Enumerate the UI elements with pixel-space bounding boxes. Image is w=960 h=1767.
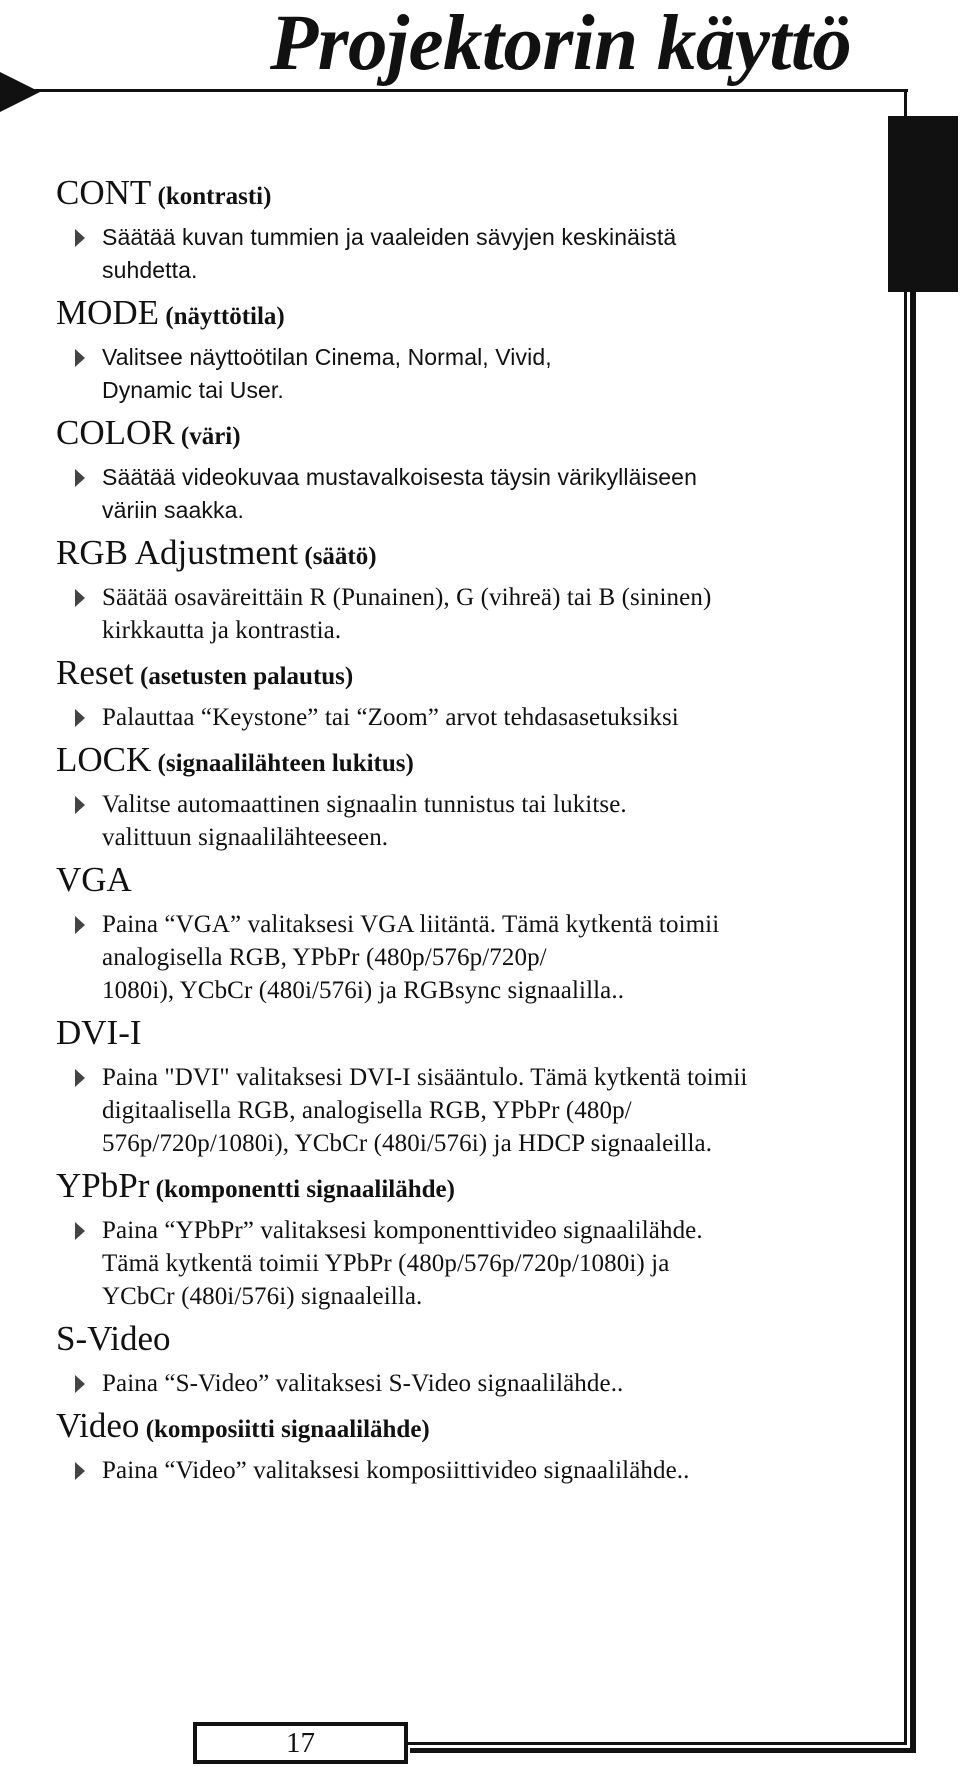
section-heading	[56, 295, 898, 330]
section-rgb-adjustment	[56, 535, 898, 647]
arrow-marker-icon	[0, 72, 40, 112]
section-title: VGA	[56, 860, 132, 899]
section-mode	[56, 295, 898, 407]
bullet-triangle-icon	[75, 1069, 85, 1087]
section-heading	[56, 1321, 898, 1356]
page-title: Projektorin käyttö	[270, 0, 852, 87]
section-heading	[56, 742, 898, 777]
header-rule	[30, 89, 908, 92]
section-subtitle: (näyttötila)	[159, 303, 285, 330]
section-heading	[56, 862, 898, 897]
section-subtitle: (säätö)	[298, 543, 377, 570]
chapter-thumb-tab	[888, 116, 958, 292]
item-text: Valitsee näyttoötilan Cinema, Normal, Vivid, Dynamic tai User.	[102, 344, 552, 403]
section-title: DVI-I	[56, 1013, 142, 1052]
section-heading	[56, 415, 898, 450]
section-subtitle: (komposiitti signaalilähde)	[139, 1416, 430, 1443]
section-title: YPbPr	[56, 1166, 150, 1205]
bullet-triangle-icon	[75, 349, 85, 367]
item-text: Valitse automaattinen signaalin tunnistus tai lukitse. valittuun signaalilähteeseen.	[102, 791, 627, 851]
bullet-triangle-icon	[75, 916, 85, 934]
frame-right-border	[904, 89, 907, 1745]
section-dvi-i	[56, 1015, 898, 1160]
list-item	[56, 1367, 898, 1400]
section-title: MODE	[56, 293, 160, 332]
section-color	[56, 415, 898, 527]
frame-bottom-shadow	[410, 1748, 916, 1753]
list-item	[56, 1061, 898, 1160]
section-subtitle: (asetusten palautus)	[133, 663, 354, 690]
list-item	[56, 581, 898, 647]
section-subtitle: (kontrasti)	[151, 183, 272, 210]
bullet-triangle-icon	[75, 1222, 85, 1240]
section-s-video	[56, 1321, 898, 1400]
list-item	[56, 908, 898, 1007]
item-text: Säätää videokuvaa mustavalkoisesta täysin värikylläiseen väriin saakka.	[102, 464, 697, 523]
bullet-triangle-icon	[75, 589, 85, 607]
item-text: Paina “S-Video” valitaksesi S-Video signaalilähde..	[102, 1370, 624, 1397]
section-heading	[56, 175, 898, 210]
list-item	[56, 221, 898, 287]
section-title: RGB Adjustment	[56, 533, 299, 572]
section-title: Video	[56, 1406, 140, 1445]
page-number-box	[193, 1722, 408, 1764]
frame-bottom-border	[404, 1742, 907, 1745]
bullet-triangle-icon	[75, 1462, 85, 1480]
bullet-triangle-icon	[75, 709, 85, 727]
section-cont	[56, 175, 898, 287]
section-heading	[56, 655, 898, 690]
section-title: CONT	[56, 173, 152, 212]
list-item	[56, 1454, 898, 1487]
section-title: S-Video	[56, 1319, 171, 1358]
section-reset	[56, 655, 898, 734]
item-text: Paina “Video” valitaksesi komposiittivideo signaalilähde..	[102, 1457, 690, 1484]
bullet-triangle-icon	[75, 229, 85, 247]
section-lock	[56, 742, 898, 854]
frame-right-shadow	[910, 116, 916, 1748]
bullet-triangle-icon	[75, 796, 85, 814]
item-text: Paina “VGA” valitaksesi VGA liitäntä. Tämä kytkentä toimii analogisella RGB, YPbPr (480p/576p/720p/ 1080i), YCbCr (480i/576i) ja RGBsync signaalilla..	[102, 911, 720, 1004]
bullet-triangle-icon	[75, 469, 85, 487]
section-heading	[56, 535, 898, 570]
item-text: Säätää osaväreittäin R (Punainen), G (vihreä) tai B (sininen) kirkkautta ja kontrastia.	[102, 584, 712, 644]
section-heading	[56, 1168, 898, 1203]
page-number: 17	[197, 1726, 404, 1760]
document-body	[56, 175, 898, 1495]
section-title: LOCK	[56, 740, 152, 779]
section-title: Reset	[56, 653, 134, 692]
list-item	[56, 1214, 898, 1313]
section-ypbpr	[56, 1168, 898, 1313]
list-item	[56, 788, 898, 854]
section-title: COLOR	[56, 413, 175, 452]
bullet-triangle-icon	[75, 1375, 85, 1393]
list-item	[56, 701, 898, 734]
section-subtitle: (komponentti signaalilähde)	[149, 1176, 455, 1203]
item-text: Säätää kuvan tummien ja vaaleiden sävyjen keskinäistä suhdetta.	[102, 224, 677, 283]
section-subtitle: (väri)	[174, 423, 241, 450]
section-vga	[56, 862, 898, 1007]
section-subtitle: (signaalilähteen lukitus)	[151, 750, 414, 777]
list-item	[56, 341, 898, 407]
item-text: Paina "DVI" valitaksesi DVI-I sisääntulo. Tämä kytkentä toimii digitaalisella RGB, analogisella RGB, YPbPr (480p/ 576p/720p/1080i), YCbCr (480i/576i) ja HDCP signaaleilla.	[102, 1064, 748, 1157]
section-video	[56, 1408, 898, 1487]
item-text: Palauttaa “Keystone” tai “Zoom” arvot tehdasasetuksiksi	[102, 704, 679, 731]
section-heading	[56, 1015, 898, 1050]
item-text: Paina “YPbPr” valitaksesi komponenttivideo signaalilähde. Tämä kytkentä toimii YPbPr (480p/576p/720p/1080i) ja YCbCr (480i/576i) signaaleilla.	[102, 1217, 703, 1310]
section-heading	[56, 1408, 898, 1443]
list-item	[56, 461, 898, 527]
